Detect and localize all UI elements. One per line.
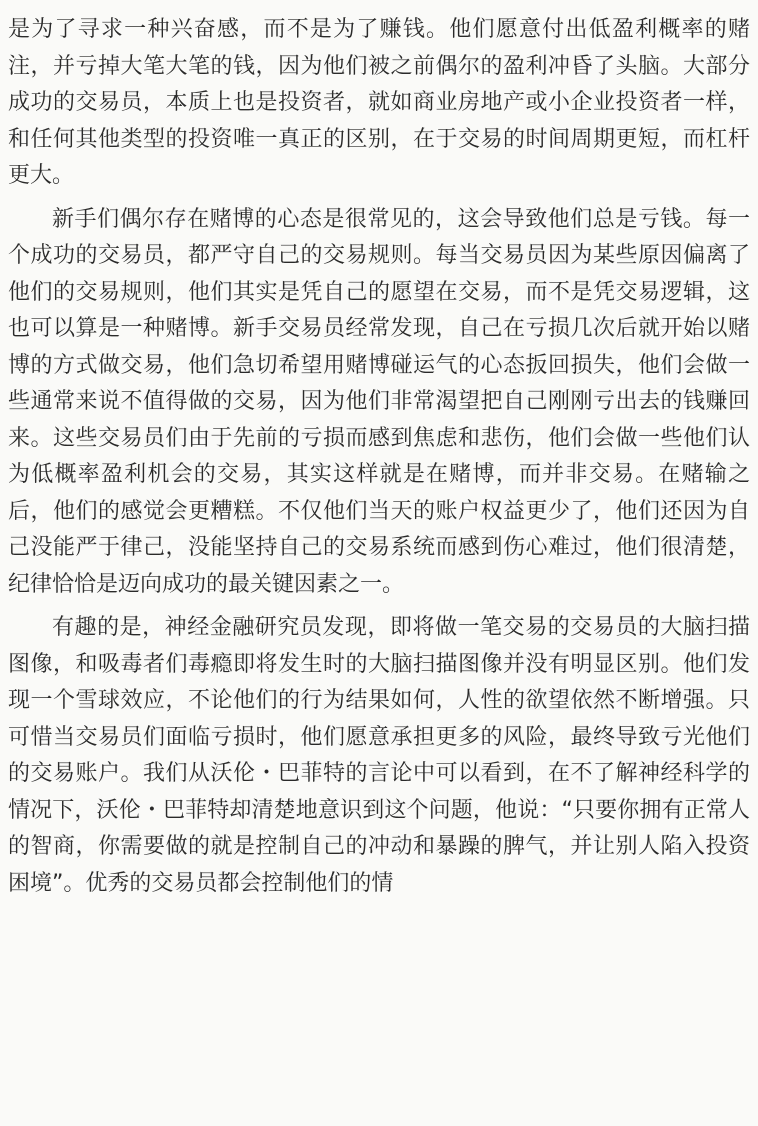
paragraph-gambling-mindset: 新手们偶尔存在赌博的心态是很常见的，这会导致他们总是亏钱。每一个成功的交易员，都严守自己的交易规则。每当交易员因为某些原因偏离了他们的交易规则，他们其实是凭自己的愿望在交易，而不是凭交易逻辑，这也可以算是一种赌博。新手交易员经常发现，自己在亏损几次后就开始以赌博的方式做交易，他们急切希望用赌博碰运气的心态扳回损失，他们会做一些通常来说不值得做的交易，因为他们非常渴望把自己刚刚亏出去的钱赚回来。这些交易员们由于先前的亏损而感到焦虑和悲伤，他们会做一些他们认为低概率盈利机会的交易，其实这样就是在赌博，而并非交易。在赌输之后，他们的感觉会更糟糕。不仅他们当天的账户权益更少了，他们还因为自己没能严于律己，没能坚持自己的交易系统而感到伤心难过，他们很清楚，纪律恰恰是迈向成功的最关键因素之一。 [8, 206, 750, 597]
paragraph-neurofinance: 有趣的是，神经金融研究员发现，即将做一笔交易的交易员的大脑扫描图像，和吸毒者们毒瘾即将发生时的大脑扫描图像并没有明显区别。他们发现一个雪球效应，不论他们的行为结果如何，人性的欲望依然不断增强。只可惜当交易员们面临亏损时，他们愿意承担更多的风险，最终导致亏光他们的交易账户。我们从沃伦・巴菲特的言论中可以看到，在不了解神经科学的情况下，沃伦・巴菲特却清楚地意识到这个问题，他说：“只要你拥有正常人的智商，你需要做的就是控制自己的冲动和暴躁的脾气，并让别人陷入投资困境”。优秀的交易员都会控制他们的情 [8, 615, 750, 896]
paragraph-continuation: 是为了寻求一种兴奋感，而不是为了赚钱。他们愿意付出低盈利概率的赌注，并亏掉大笔大笔的钱，因为他们被之前偶尔的盈利冲昏了头脑。大部分成功的交易员，本质上也是投资者，就如商业房地产或小企业投资者一样，和任何其他类型的投资唯一真正的区别，在于交易的时间周期更短，而杠杆更大。 [8, 17, 750, 188]
